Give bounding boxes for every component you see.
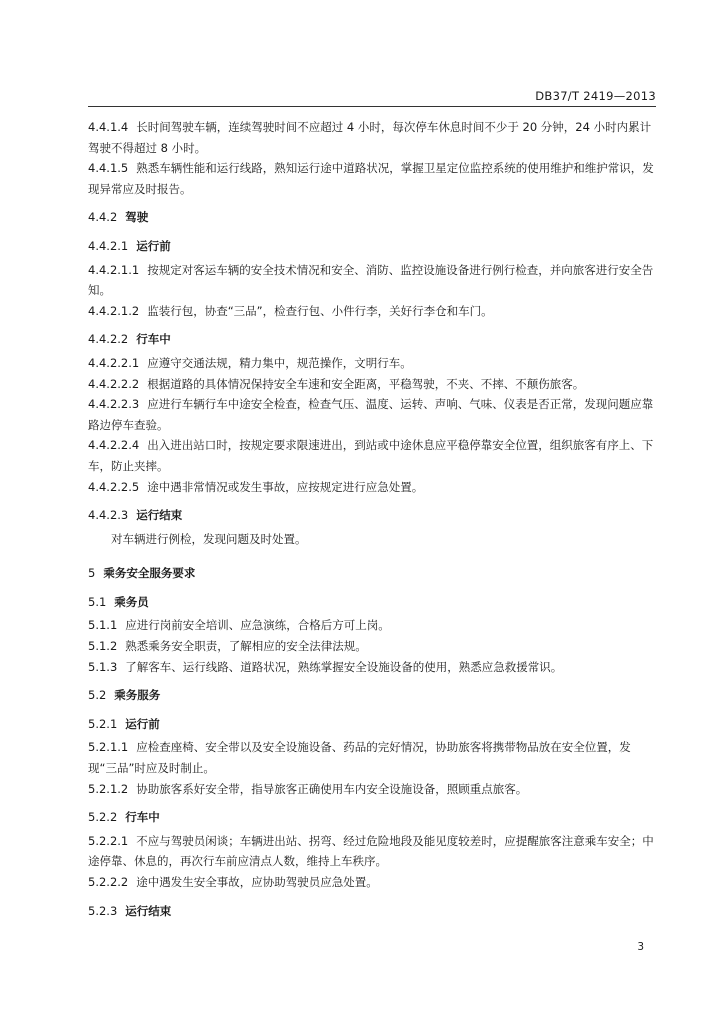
clause-5-2-2-2: 5.2.2.2 途中遇发生安全事故，应协助驾驶员应急处置。 (88, 875, 378, 889)
clause-4-4-2-2-2: 4.4.2.2.2 根据道路的具体情况保持安全车速和安全距离，平稳驾驶，不夹、不摔、不颠伤旅客。 (88, 376, 585, 391)
heading-4-4-2-2: 4.4.2.2 行车中 (88, 332, 171, 347)
clause-5-2-1-2: 5.2.1.2 协助旅客系好安全带，指导旅客正确使用车内安全设施设备，照顾重点旅客。 (88, 781, 528, 796)
clause-4-4-2-3-body: 对车辆进行例检，发现问题及时处置。 (111, 531, 307, 546)
clause-4-4-1-5: 4.4.1.5 熟悉车辆性能和运行线路，熟知运行途中道路状况，掌握卫星定位监控系统的使用维护和维护常识，发现异常应及时报告。 (88, 161, 654, 196)
clause-4-4-2-1-2: 4.4.2.1.2 监装行包，协查“三品”，检查行包、小件行李，关好行李仓和车门。 (88, 303, 493, 318)
clause-4-4-2-1-1: 4.4.2.1.1 按规定对客运车辆的安全技术情况和安全、消防、监控设施设备进行例行检查，并向旅客进行安全告知。 (88, 262, 654, 298)
heading-5-2-3: 5.2.3 运行结束 (88, 903, 172, 918)
heading-5-2-2: 5.2.2 行车中 (88, 810, 160, 825)
heading-5-2-1: 5.2.1 运行前 (88, 716, 160, 731)
heading-5: 5 乘务安全服务要求 (88, 566, 196, 581)
heading-4-4-2-1: 4.4.2.1 运行前 (88, 238, 171, 253)
clause-5-2-1-1: 5.2.1.1 应检查座椅、安全带以及安全设施设备、药品的完好情况，协助旅客将携带物品放在安全位置，发现“三品”时应及时制止。 (88, 740, 631, 776)
clause-5-1-3: 5.1.3 了解客车、运行线路、道路状况，熟练掌握安全设施设备的使用，熟悉应急救援常识。 (88, 659, 563, 674)
clause-4-4-2-2-5: 4.4.2.2.5 途中遇非常情况或发生事故，应按规定进行应急处置。 (88, 479, 424, 494)
clause-4-4-1-4: 4.4.1.4 长时间驾驶车辆，连续驾驶时间不应超过 4 小时，每次停车休息时间不少于 20 分钟，24 小时内累计驾驶不得超过 8 小时。 (88, 120, 652, 155)
document-body (88, 117, 658, 924)
document-code: DB37/T 2419—2013 (535, 89, 656, 103)
heading-4-4-2: 4.4.2 驾驶 (88, 210, 149, 225)
clause-5-1-2: 5.1.2 熟悉乘务安全职责，了解相应的安全法律法规。 (88, 639, 367, 654)
clause-4-4-2-2-1: 4.4.2.2.1 应遵守交通法规，精力集中，规范操作，文明行车。 (88, 355, 412, 370)
heading-4-4-2-3: 4.4.2.3 运行结束 (88, 508, 183, 523)
clause-4-4-2-2-3: 4.4.2.2.3 应进行车辆行车中途安全检查，检查气压、温度、运转、声响、气味、仪表是否正常，发现问题应靠路边停车查验。 (88, 397, 654, 432)
clause-5-2-2-1: 5.2.2.1 不应与驾驶员闲谈；车辆进出站、拐弯、经过危险地段及能见度较差时，应提醒旅客注意乘车安全；中途停靠、休息的，再次行车前应清点人数，维持上车秩序。 (88, 833, 654, 869)
clause-4-4-2-2-4: 4.4.2.2.4 出入进出站口时，按规定要求限速进出，到站或中途休息应平稳停靠安全位置，组织旅客有序上、下车，防止夹摔。 (88, 438, 654, 473)
page-number: 3 (637, 941, 644, 953)
heading-5-2: 5.2 乘务服务 (88, 688, 161, 703)
heading-5-1: 5.1 乘务员 (88, 594, 149, 609)
header-divider (88, 106, 656, 107)
clause-5-1-1: 5.1.1 应进行岗前安全培训、应急演练，合格后方可上岗。 (88, 618, 390, 633)
